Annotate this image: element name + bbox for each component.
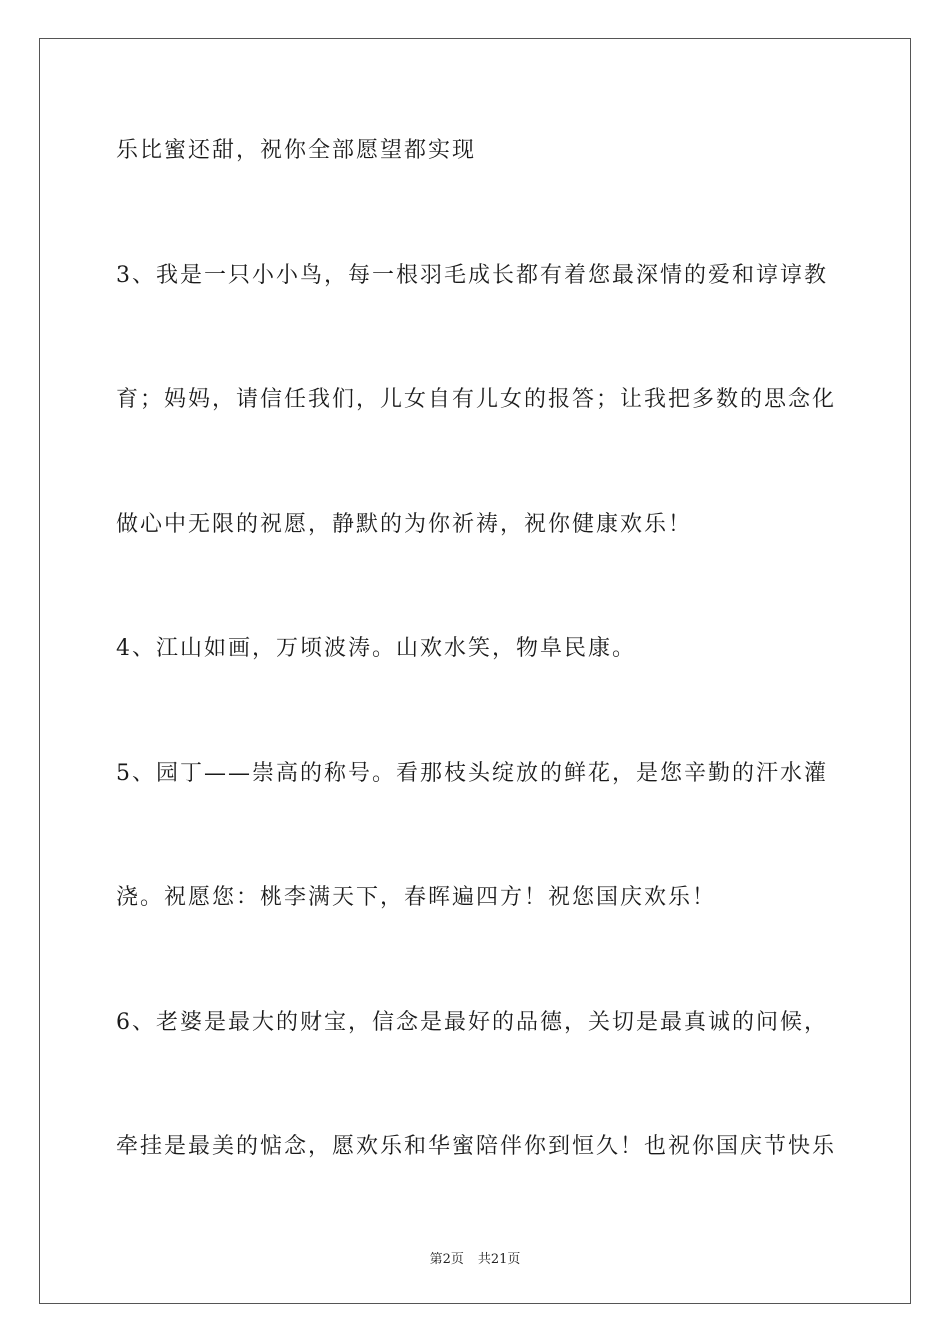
text-line-6: 5、园丁——崇高的称号。看那枝头绽放的鲜花，是您辛勤的汗水灌 xyxy=(116,761,828,786)
text-line-9: 牵挂是最美的惦念，愿欢乐和华蜜陪伴你到恒久！也祝你国庆节快乐 xyxy=(116,1134,837,1159)
page-border xyxy=(39,38,911,1304)
page-total: 共21页 xyxy=(477,1252,521,1267)
text-line-2: 3、我是一只小小鸟，每一根羽毛成长都有着您最深情的爱和谆谆教 xyxy=(116,263,828,288)
page-footer xyxy=(0,1248,950,1267)
text-line-4: 做心中无限的祝愿，静默的为你祈祷，祝你健康欢乐！ xyxy=(116,512,693,537)
text-line-1: 乐比蜜还甜，祝你全部愿望都实现 xyxy=(116,138,477,163)
page-number: 第2页 xyxy=(429,1252,464,1267)
text-line-8: 6、老婆是最大的财宝，信念是最好的品德，关切是最真诚的问候， xyxy=(116,1010,828,1035)
text-line-3: 育；妈妈，请信任我们，儿女自有儿女的报答；让我把多数的思念化 xyxy=(116,387,837,412)
text-line-5: 4、江山如画，万顷波涛。山欢水笑，物阜民康。 xyxy=(116,636,636,661)
text-line-7: 浇。祝愿您：桃李满天下，春晖遍四方！祝您国庆欢乐！ xyxy=(116,885,717,910)
